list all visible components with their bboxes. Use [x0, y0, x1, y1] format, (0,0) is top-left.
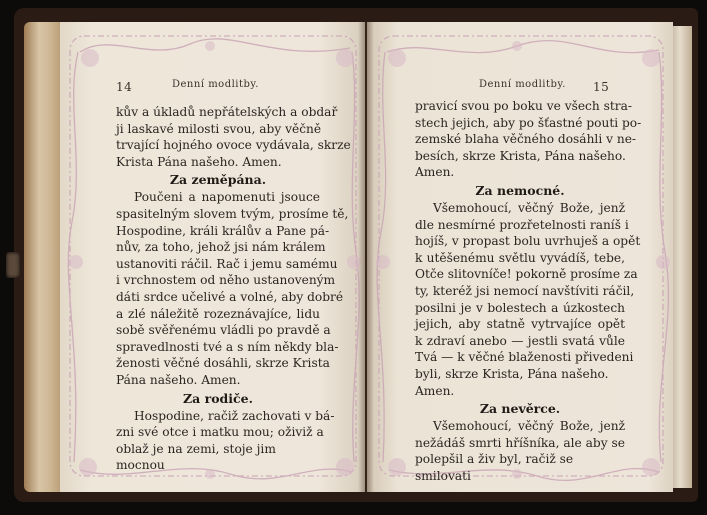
text-line: i vrchnostem od něho ustanoveným	[116, 273, 336, 288]
book-clasp	[6, 252, 20, 278]
right-page-body	[415, 98, 642, 484]
text-line: ustanoviti ráčil. Rač i jemu samému	[116, 256, 338, 271]
book-spine-edge	[24, 22, 62, 492]
section-title: Za nevěrce.	[479, 401, 561, 417]
left-running-head: Denní modlitby.	[172, 79, 259, 90]
text-line: besích, skrze Krista, Pána našeho.	[415, 148, 626, 163]
text-line: spasitelným slovem tvým, prosíme tě,	[116, 206, 349, 221]
text-line: k utěšenému světlu vyvádíš, tebe,	[415, 250, 625, 265]
text-line: Všemohoucí, věčný Bože, jenž	[433, 200, 625, 215]
page-block-edge	[672, 26, 692, 488]
text-line: sobě svěřenému vládli po pravdě a	[116, 323, 331, 338]
text-line: polepšil a živ byl, račiž se smilovati	[415, 452, 574, 483]
text-line: a zlé náležitě rozeznávajíce, lidu	[116, 306, 320, 321]
text-line: Poučeni a napomenuti jsouce	[134, 190, 320, 205]
text-line: Hospodine, račiž zachovati v bá-	[134, 408, 335, 423]
text-line: posilni je v bolestech a úzkostech	[415, 300, 625, 315]
text-line: Otče slitovníče! pokorně prosíme za	[415, 267, 638, 282]
text-line: dle nesmírné prozřetelnosti raníš i	[415, 217, 629, 232]
text-line: spravedlnosti tvé a s ním někdy bla-	[116, 339, 339, 354]
left-page-number: 14	[116, 80, 133, 94]
section-title: Za nemocné.	[475, 182, 565, 198]
text-line: Všemohoucí, věčný Bože, jenž	[433, 419, 625, 434]
text-line: Pána našeho. Amen.	[116, 372, 241, 387]
text-line: hojíš, v propast bolu uvrhuješ a opět	[415, 234, 641, 249]
text-line: Hospodine, králi králův a Pane pá-	[116, 223, 330, 238]
text-line: pravicí svou po boku ve všech stra-	[415, 99, 632, 113]
text-line: Tvá — k věčné blaženosti přivedeni	[415, 350, 634, 365]
text-line: oblaž je na zemi, stoje jim mocnou	[116, 441, 276, 473]
section-title: Za zeměpána.	[169, 172, 267, 188]
text-line: stech jejich, aby po šťastné pouti po-	[415, 115, 642, 130]
text-line: Amen.	[415, 165, 455, 180]
text-line: dáti srdce učelivé a volné, aby dobré	[116, 289, 344, 304]
text-line: byli, skrze Krista, Pána našeho. Amen.	[415, 366, 609, 398]
text-line: trvající hojného ovoce vydávala, skrze	[116, 138, 351, 153]
right-page-number: 15	[593, 80, 610, 94]
text-line: Krista Pána našeho. Amen.	[116, 154, 282, 169]
left-page-body	[116, 104, 351, 474]
left-page	[60, 22, 365, 492]
text-line: zni své otce i matku mou; oživiž a	[116, 425, 324, 440]
text-line: nežádáš smrti hříšníka, ale aby se	[415, 435, 625, 450]
text-line: jejich, aby statně vytrvajíce opět	[415, 317, 625, 332]
book-gutter-shadow	[358, 22, 374, 492]
text-line: k zdraví anebo — jestli svatá vůle	[415, 333, 625, 348]
text-line: nův, za toho, jehož jsi nám králem	[116, 240, 326, 255]
section-title: Za rodiče.	[183, 390, 253, 406]
text-line: ženosti věčné dosáhli, skrze Krista	[116, 356, 330, 371]
right-running-head: Denní modlitby.	[479, 79, 566, 90]
text-line: ty, kteréž jsi nemocí navštíviti ráčil,	[415, 283, 635, 298]
text-line: ji laskavé milosti svou, aby věčně	[116, 121, 322, 136]
text-line: kův a úkladů nepřátelských a obdař	[116, 105, 338, 119]
right-page	[367, 22, 673, 492]
left-page-header	[116, 80, 322, 94]
text-line: zemské blaha věčného dosáhli v ne-	[415, 132, 637, 147]
